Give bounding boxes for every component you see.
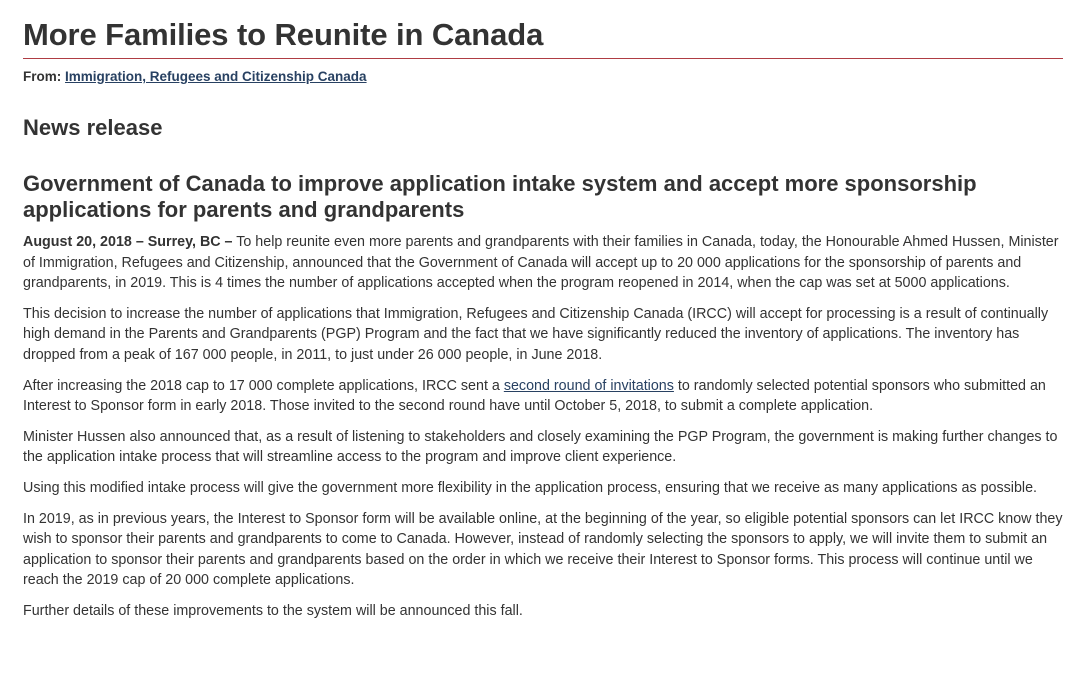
news-article [23,0,1063,632]
from-line [23,68,1063,86]
dateline: August 20, 2018 – Surrey, BC – [23,234,233,250]
paragraph-4: Minister Hussen also announced that, as a result of listening to stakeholders and closely examining the PGP Program, the government is making further changes to the application intake process that will streamline access to the program and improve client experience. [23,428,1058,466]
department-link[interactable]: Immigration, Refugees and Citizenship Canada [65,69,367,84]
paragraph-2: This decision to increase the number of applications that Immigration, Refugees and Citizenship Canada (IRCC) will accept for processing is a result of continually high demand in the Parents and Grandparents (PGP) Program and the fact that we have significantly reduced the inventory of applications. The inventory has dropped from a peak of 167 000 people, in 2011, to just under 26 000 people, in June 2018. [23,305,1049,363]
paragraph-1-text: To help reunite even more parents and grandparents with their families in Canada, today, the Honourable Ahmed Hussen, Minister of Immigration, Refugees and Citizenship, announced that the Government of Canada will accept up to 20 000 applications for the sponsorship of parents and grandparents, in 2019. This is 4 times the number of applications accepted when the program reopened in 2014, when the cap was set at 5000 applications. [23,234,1059,292]
paragraph-5: Using this modified intake process will give the government more flexibility in the application process, ensuring that we receive as many applications as possible. [23,479,1037,496]
paragraph-3-before: After increasing the 2018 cap to 17 000 complete applications, IRCC sent a [23,377,504,394]
article-body [23,232,1063,622]
paragraph-7: Further details of these improvements to the system will be announced this fall. [23,602,523,619]
paragraph-6: In 2019, as in previous years, the Interest to Sponsor form will be available online, at the beginning of the year, so eligible potential sponsors can let IRCC know they wish to sponsor their parents and grandparents to come to Canada. However, instead of randomly selecting the sponsors to apply, we will invite them to submit an application to sponsor their parents and grandparents based on the order in which we receive their Interest to Sponsor forms. This process will continue until we reach the 2019 cap of 20 000 complete applications. [23,510,1063,589]
paragraph-1 [23,232,1063,294]
paragraph-3 [23,376,1063,417]
title-divider [23,58,1063,59]
article-subtitle: Government of Canada to improve application intake system and accept more sponsorship applications for parents and grandparents [23,171,977,222]
page-title: More Families to Reunite in Canada [23,17,544,52]
second-round-invitations-link[interactable]: second round of invitations [503,377,674,394]
release-type-heading: News release [23,115,163,140]
paragraph-3-after: to randomly selected potential sponsors who submitted an Interest to Sponsor form in early 2018. Those invited to the second round have until October 5, 2018, to submit a complete application. [23,377,1046,415]
from-label: From: [23,69,62,84]
